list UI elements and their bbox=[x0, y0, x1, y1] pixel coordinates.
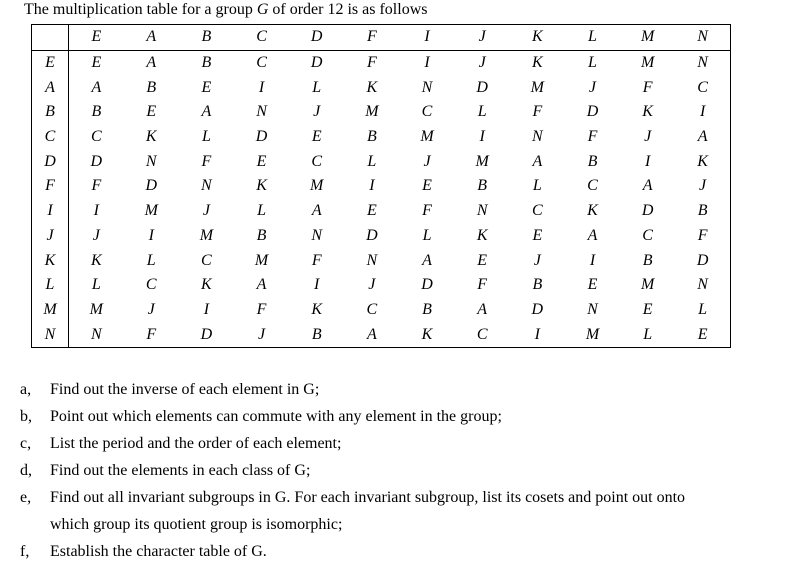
question-text: Point out which elements can commute with any element in the group; bbox=[50, 408, 502, 425]
table-cell: M bbox=[475, 152, 489, 170]
table-cell: L bbox=[588, 54, 597, 72]
table-cell: B bbox=[366, 128, 377, 146]
table-cell: B bbox=[146, 78, 157, 96]
table-cell: J bbox=[92, 226, 100, 244]
row-header: D bbox=[32, 149, 69, 174]
table-row bbox=[32, 248, 731, 273]
table-cell: I bbox=[479, 128, 485, 146]
table-cell: C bbox=[90, 128, 102, 146]
question-text: List the period and the order of each element; bbox=[50, 435, 342, 452]
table-cell: D bbox=[366, 226, 378, 244]
question-text: Establish the character table of G. bbox=[50, 543, 267, 560]
table-cell: K bbox=[256, 177, 267, 195]
table-cell: D bbox=[696, 251, 709, 269]
question-b bbox=[20, 407, 502, 427]
table-row bbox=[32, 174, 731, 199]
table-cell: A bbox=[91, 78, 102, 96]
table-cell: J bbox=[313, 103, 321, 121]
table-cell: M bbox=[254, 251, 269, 269]
table-cell: L bbox=[201, 128, 211, 146]
table-cell: F bbox=[366, 54, 377, 72]
table-cell: I bbox=[424, 54, 430, 72]
table-cell: B bbox=[201, 54, 212, 72]
question-e bbox=[20, 488, 685, 508]
table-cell: I bbox=[510, 322, 565, 347]
row-header: L bbox=[32, 273, 69, 298]
row-header: K bbox=[32, 248, 69, 273]
table-row bbox=[32, 273, 731, 298]
table-cell: N bbox=[145, 152, 157, 170]
table-cell: A bbox=[697, 128, 708, 146]
table-cell: D bbox=[145, 177, 158, 195]
question-text: Find out all invariant subgroups in G. For each invariant subgroup, list its cosets and point out onto bbox=[50, 489, 686, 506]
table-row bbox=[32, 125, 731, 150]
table-cell: J bbox=[644, 128, 652, 146]
intro-text bbox=[24, 0, 427, 20]
table-row bbox=[32, 298, 731, 323]
table-cell: K bbox=[399, 322, 454, 347]
row-header: M bbox=[32, 298, 69, 323]
table-cell: L bbox=[146, 251, 156, 269]
multiplication-table bbox=[31, 24, 731, 348]
column-header: E bbox=[69, 25, 124, 51]
column-header: F bbox=[344, 25, 399, 51]
table-cell: A bbox=[201, 103, 212, 121]
column-header: I bbox=[399, 25, 454, 51]
table-cell: M bbox=[365, 103, 379, 121]
table-cell: I bbox=[93, 202, 99, 220]
column-header: B bbox=[179, 25, 234, 51]
table-cell: N bbox=[311, 226, 323, 244]
table-cell: A bbox=[532, 152, 543, 170]
table-cell: E bbox=[477, 251, 488, 269]
table-cell: N bbox=[531, 128, 543, 146]
table-cell: F bbox=[311, 251, 322, 269]
table-cell: C bbox=[201, 251, 212, 269]
table-cell: B bbox=[532, 276, 543, 294]
table-cell: J bbox=[368, 276, 376, 294]
table-cell: I bbox=[589, 251, 596, 269]
column-header: M bbox=[620, 25, 675, 51]
table-cell: F bbox=[532, 103, 543, 121]
table-cell: D bbox=[90, 152, 103, 170]
table-cell: E bbox=[422, 177, 432, 195]
table-cell: F bbox=[124, 322, 179, 347]
table-cell: E bbox=[146, 103, 157, 121]
table-row bbox=[32, 199, 731, 224]
table-cell: D bbox=[531, 300, 544, 318]
table-cell: K bbox=[642, 103, 653, 121]
table-row bbox=[32, 149, 731, 174]
table-cell: N bbox=[476, 202, 488, 220]
table-cell: L bbox=[422, 226, 432, 244]
table-cell: M bbox=[420, 128, 434, 146]
question-d bbox=[20, 461, 310, 481]
column-header: K bbox=[510, 25, 565, 51]
table-cell: K bbox=[531, 54, 543, 72]
column-header: J bbox=[455, 25, 510, 51]
column-header: L bbox=[565, 25, 620, 51]
table-cell: F bbox=[697, 226, 708, 244]
table-cell: K bbox=[145, 128, 157, 146]
row-header: N bbox=[32, 322, 69, 347]
table-cell: C bbox=[455, 322, 510, 347]
table-cell: A bbox=[146, 54, 157, 72]
table-row bbox=[32, 322, 731, 347]
table-cell: N bbox=[421, 78, 433, 96]
table-cell: C bbox=[587, 177, 598, 195]
question-text: which group its quotient group is isomorphic; bbox=[50, 516, 343, 533]
table-cell: L bbox=[698, 300, 708, 318]
table-cell: C bbox=[642, 226, 653, 244]
table-cell: F bbox=[91, 177, 102, 195]
table-cell: J bbox=[234, 322, 289, 347]
table-cell: I bbox=[258, 78, 265, 96]
question-c bbox=[20, 434, 341, 454]
table-cell: F bbox=[642, 78, 653, 96]
row-header: J bbox=[32, 224, 69, 249]
table-cell: L bbox=[532, 177, 542, 195]
table-cell: B bbox=[477, 177, 488, 195]
table-header-row bbox=[32, 25, 731, 51]
table-cell: D bbox=[179, 322, 234, 347]
table-cell: M bbox=[640, 276, 655, 294]
table-cell: A bbox=[344, 322, 399, 347]
table-cell: M bbox=[530, 78, 544, 96]
row-header: B bbox=[32, 100, 69, 125]
question-label: a, bbox=[20, 381, 32, 398]
table-cell: L bbox=[477, 103, 487, 121]
table-cell: C bbox=[531, 202, 543, 220]
table-cell: L bbox=[367, 152, 377, 170]
table-cell: D bbox=[421, 276, 433, 294]
column-header: A bbox=[124, 25, 179, 51]
table-cell: D bbox=[476, 78, 488, 96]
question-label: f, bbox=[20, 543, 30, 560]
table-cell: M bbox=[89, 300, 103, 318]
table-cell: J bbox=[478, 54, 486, 72]
column-header: D bbox=[289, 25, 344, 51]
table-cell: M bbox=[144, 202, 158, 220]
table-cell: J bbox=[699, 177, 707, 195]
table-cell: A bbox=[422, 251, 432, 269]
table-cell: N bbox=[587, 300, 598, 318]
table-cell: K bbox=[311, 300, 323, 318]
table-cell: N bbox=[256, 103, 267, 121]
table-cell: L bbox=[257, 202, 266, 220]
question-label: e, bbox=[20, 489, 32, 506]
table-cell: A bbox=[642, 177, 653, 195]
table-cell: M bbox=[199, 226, 214, 244]
column-header: N bbox=[675, 25, 730, 51]
table-cell: E bbox=[532, 226, 543, 244]
table-row bbox=[32, 224, 731, 249]
table-cell: M bbox=[565, 322, 620, 347]
table-cell: C bbox=[256, 54, 267, 72]
question-a bbox=[20, 380, 319, 400]
row-header: I bbox=[32, 199, 69, 224]
table-cell: C bbox=[697, 78, 708, 96]
table-cell: E bbox=[675, 322, 730, 347]
table-corner-cell bbox=[32, 25, 69, 51]
table-cell: I bbox=[699, 103, 706, 121]
table-cell: B bbox=[256, 226, 267, 244]
table-cell: C bbox=[366, 300, 378, 318]
table-cell: J bbox=[202, 202, 210, 220]
question-label: b, bbox=[20, 408, 32, 425]
table-cell: D bbox=[641, 202, 654, 220]
question-label: c, bbox=[20, 435, 32, 452]
table-cell: J bbox=[533, 251, 541, 269]
table-cell: N bbox=[201, 177, 212, 195]
table-cell: F bbox=[201, 152, 212, 170]
table-cell: L bbox=[91, 276, 101, 294]
row-header: C bbox=[32, 125, 69, 150]
question-text: Find out the elements in each class of G; bbox=[50, 462, 311, 479]
table-cell: B bbox=[697, 202, 708, 220]
table-cell: K bbox=[366, 78, 378, 96]
table-cell: F bbox=[477, 276, 488, 294]
table-cell: E bbox=[587, 276, 598, 294]
column-header: C bbox=[234, 25, 289, 51]
table-cell: F bbox=[256, 300, 267, 318]
table-cell: J bbox=[147, 300, 155, 318]
table-cell: B bbox=[91, 103, 102, 121]
row-header: F bbox=[32, 174, 69, 199]
table-cell: E bbox=[256, 152, 267, 170]
table-cell: K bbox=[697, 152, 708, 170]
table-cell: E bbox=[366, 202, 377, 220]
table-cell: B bbox=[289, 322, 344, 347]
intro-before: The multiplication table for a group bbox=[24, 1, 257, 18]
table-cell: M bbox=[310, 177, 324, 195]
table-cell: J bbox=[423, 152, 431, 170]
table-cell: M bbox=[640, 54, 655, 72]
table-cell: N bbox=[697, 276, 708, 294]
table-cell: I bbox=[314, 276, 320, 294]
intro-group-symbol: G bbox=[256, 1, 269, 18]
question-f bbox=[20, 542, 267, 562]
table-cell: J bbox=[588, 78, 597, 96]
table-cell: A bbox=[477, 300, 488, 318]
table-cell: A bbox=[587, 226, 598, 244]
table-cell: E bbox=[311, 128, 322, 146]
question-label: d, bbox=[20, 462, 32, 479]
table-cell: L bbox=[620, 322, 675, 347]
table-cell: I bbox=[203, 300, 210, 318]
table-cell: E bbox=[201, 78, 212, 96]
table-cell: K bbox=[90, 251, 102, 269]
question-e-continued bbox=[20, 515, 342, 535]
table-cell: N bbox=[366, 251, 378, 269]
table-cell: N bbox=[69, 322, 124, 347]
table-cell: E bbox=[642, 300, 653, 318]
table-cell: C bbox=[311, 152, 323, 170]
row-header: A bbox=[32, 75, 69, 100]
table-cell: B bbox=[642, 251, 653, 269]
table-cell: C bbox=[421, 103, 433, 121]
table-cell: A bbox=[256, 276, 267, 294]
table-cell: I bbox=[644, 152, 651, 170]
table-cell: K bbox=[201, 276, 212, 294]
table-row bbox=[32, 50, 731, 75]
question-text: Find out the inverse of each element in G; bbox=[50, 381, 320, 398]
table-cell: F bbox=[422, 202, 432, 220]
table-cell: A bbox=[311, 202, 322, 220]
table-row bbox=[32, 100, 731, 125]
table-cell: C bbox=[145, 276, 157, 294]
table-cell: K bbox=[587, 202, 598, 220]
row-header: E bbox=[32, 50, 69, 75]
table-cell: L bbox=[312, 78, 322, 96]
table-cell: K bbox=[476, 226, 488, 244]
table-cell: N bbox=[697, 54, 708, 72]
table-cell: D bbox=[255, 128, 268, 146]
table-cell: B bbox=[422, 300, 432, 318]
table-cell: D bbox=[310, 54, 323, 72]
table-cell: I bbox=[369, 177, 375, 195]
table-cell: B bbox=[587, 152, 598, 170]
table-cell: E bbox=[91, 54, 102, 72]
intro-after: of order 12 is as follows bbox=[268, 1, 428, 18]
table-row bbox=[32, 75, 731, 100]
table-cell: D bbox=[586, 103, 599, 121]
table-cell: F bbox=[587, 128, 598, 146]
table-cell: I bbox=[148, 226, 154, 244]
